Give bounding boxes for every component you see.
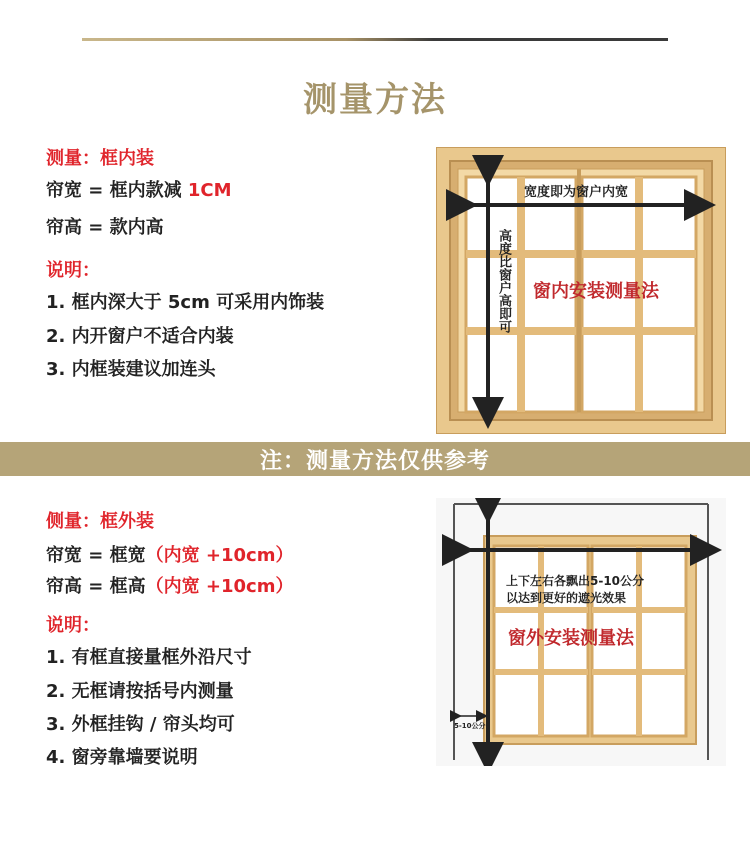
outer-width-prefix: 帘宽 = 框宽 (46, 545, 146, 566)
top-divider (82, 38, 668, 41)
height-label: 高度比窗户高即可 (496, 229, 511, 333)
outer-note-1: 1. 有框直接量框外沿尺寸 (46, 647, 252, 668)
inner-width-prefix: 帘宽 = 框内款减 (46, 180, 188, 201)
outer-height-prefix: 帘高 = 框高 (46, 576, 146, 597)
outer-note-3: 3. 外框挂钩 / 帘头均可 (46, 714, 235, 735)
inner-note-2: 2. 内开窗户不适合内装 (46, 326, 234, 347)
outer-width-value: （内宽 +10cm） (145, 545, 294, 566)
inner-note-3: 3. 内框装建议加连头 (46, 359, 216, 380)
inner-note-1: 1. 框内深大于 5cm 可采用内饰装 (46, 292, 325, 313)
inner-heading: 测量：框内装 (46, 148, 154, 169)
overhang-small-label: 5-10公分 (454, 722, 486, 730)
inner-width-line (46, 176, 232, 202)
overhang-label-1: 上下左右各飘出5-10公分 (506, 574, 645, 588)
outer-width-line (46, 541, 293, 567)
outer-note-4: 4. 窗旁靠墙要说明 (46, 747, 198, 768)
outer-height-value: （内宽 +10cm） (145, 576, 294, 597)
outer-height-line (46, 572, 293, 598)
note-banner: 注：测量方法仅供参考 (0, 442, 750, 476)
outer-note-2: 2. 无框请按括号内测量 (46, 681, 234, 702)
inner-method-label: 窗内安装测量法 (533, 281, 659, 302)
outer-heading: 侧量：框外装 (46, 511, 154, 532)
inner-height-line: 帘高 = 款内高 (46, 217, 164, 238)
outer-notes-heading: 说明： (46, 615, 100, 636)
overhang-label-2: 以达到更好的遮光效果 (506, 591, 627, 605)
outer-mount-diagram (436, 498, 726, 766)
width-label: 宽度即为窗户内宽 (524, 185, 629, 200)
page-title: 测量方法 (303, 80, 447, 120)
inner-width-value: 1CM (187, 180, 232, 201)
inner-mount-diagram (436, 147, 726, 434)
outer-method-label: 窗外安装测量法 (508, 628, 634, 649)
inner-notes-heading: 说明： (46, 260, 100, 281)
